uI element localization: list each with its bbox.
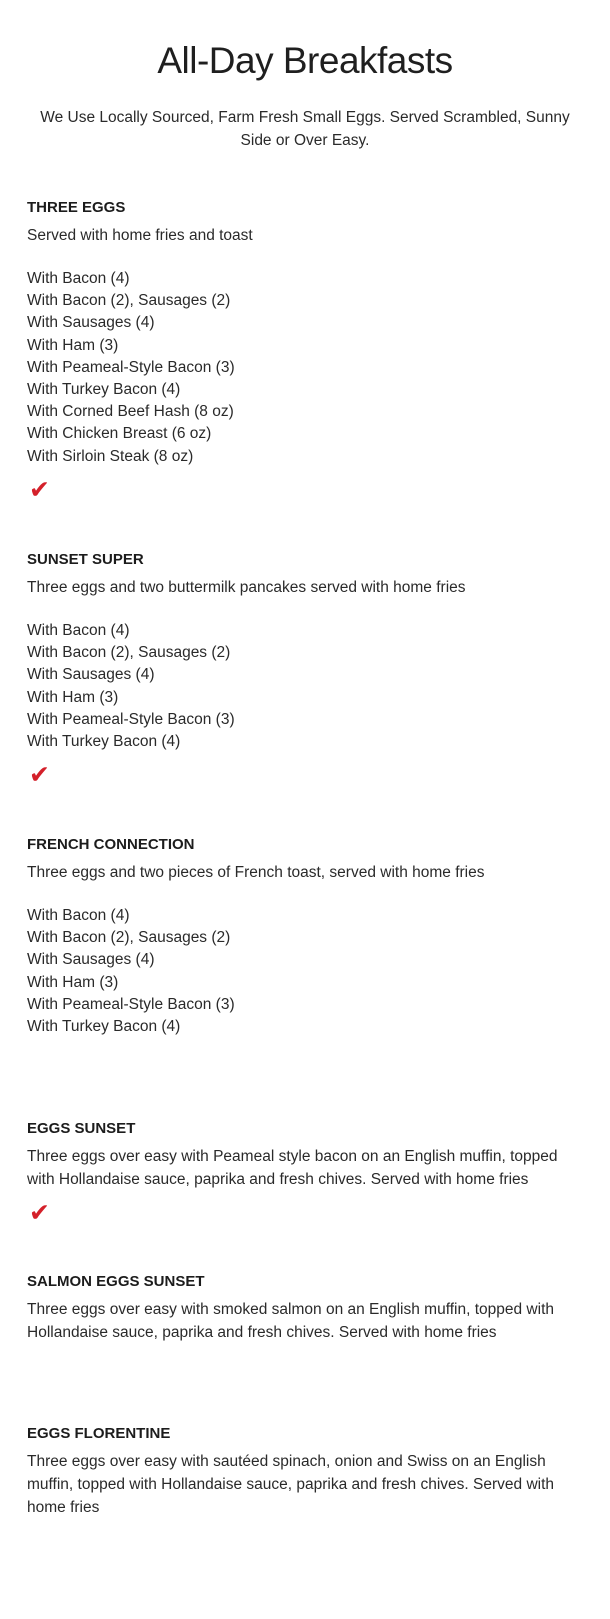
option-item: With Corned Beef Hash (8 oz) — [27, 403, 234, 421]
option-item: With Bacon (2), Sausages (2) — [27, 644, 231, 662]
option-list — [27, 268, 583, 468]
checkmark-icon: ✔ — [29, 1198, 50, 1227]
option-item: With Sausages (4) — [27, 951, 155, 969]
option-list — [27, 905, 583, 1038]
section-description: Served with home fries and toast — [27, 227, 253, 244]
option-item: With Bacon (4) — [27, 622, 130, 639]
option-item: With Bacon (4) — [27, 270, 130, 287]
section-title: SUNSET SUPER — [27, 551, 144, 568]
option-item: With Bacon (4) — [27, 907, 130, 924]
intro-text: We Use Locally Sourced, Farm Fresh Small Eggs. Served Scrambled, Sunny Side or Over Easy. — [40, 109, 570, 149]
section-description: Three eggs over easy with smoked salmon on an English muffin, topped with Hollandaise sauce, paprika and fresh chives. Served with home fries — [27, 1301, 554, 1341]
option-item: With Peameal-Style Bacon (3) — [27, 995, 235, 1013]
section-description: Three eggs over easy with Peameal style bacon on an English muffin, topped with Hollandaise sauce, paprika and fresh chives. Served with home fries — [27, 1148, 558, 1188]
page-title: All-Day Breakfasts — [157, 40, 453, 81]
menu-section-eggs-florentine — [27, 1424, 583, 1519]
option-item: With Sirloin Steak (8 oz) — [27, 447, 194, 465]
checkmark-icon: ✔ — [29, 475, 50, 504]
menu-section-three-eggs — [27, 198, 583, 468]
section-description: Three eggs and two buttermilk pancakes served with home fries — [27, 579, 466, 596]
section-title: SALMON EGGS SUNSET — [27, 1273, 205, 1290]
menu-section-french-connection — [27, 835, 583, 1038]
section-description: Three eggs and two pieces of French toast, served with home fries — [27, 864, 485, 881]
menu-section-sunset-super — [27, 550, 583, 753]
option-item: With Sausages (4) — [27, 314, 155, 332]
option-item: With Chicken Breast (6 oz) — [27, 425, 212, 443]
option-item: With Ham (3) — [27, 688, 119, 706]
option-item: With Peameal-Style Bacon (3) — [27, 710, 235, 728]
option-item: With Turkey Bacon (4) — [27, 733, 181, 751]
section-title: FRENCH CONNECTION — [27, 836, 195, 853]
option-item: With Bacon (2), Sausages (2) — [27, 292, 231, 310]
section-title: EGGS SUNSET — [27, 1120, 136, 1137]
option-item: With Ham (3) — [27, 336, 119, 354]
section-title: EGGS FLORENTINE — [27, 1425, 171, 1442]
option-item: With Sausages (4) — [27, 666, 155, 684]
option-item: With Bacon (2), Sausages (2) — [27, 929, 231, 947]
menu-section-eggs-sunset — [27, 1119, 583, 1191]
option-item: With Ham (3) — [27, 973, 119, 991]
menu-section-salmon-eggs-sunset — [27, 1272, 583, 1344]
section-description: Three eggs over easy with sautéed spinach, onion and Swiss on an English muffin, topped with Hollandaise sauce, paprika and fresh chives. Served with home fries — [27, 1453, 555, 1516]
option-item: With Peameal-Style Bacon (3) — [27, 358, 235, 376]
checkmark-icon: ✔ — [29, 760, 50, 789]
option-item: With Turkey Bacon (4) — [27, 381, 181, 399]
section-title: THREE EGGS — [27, 199, 126, 216]
option-item: With Turkey Bacon (4) — [27, 1018, 181, 1036]
option-list — [27, 620, 583, 753]
